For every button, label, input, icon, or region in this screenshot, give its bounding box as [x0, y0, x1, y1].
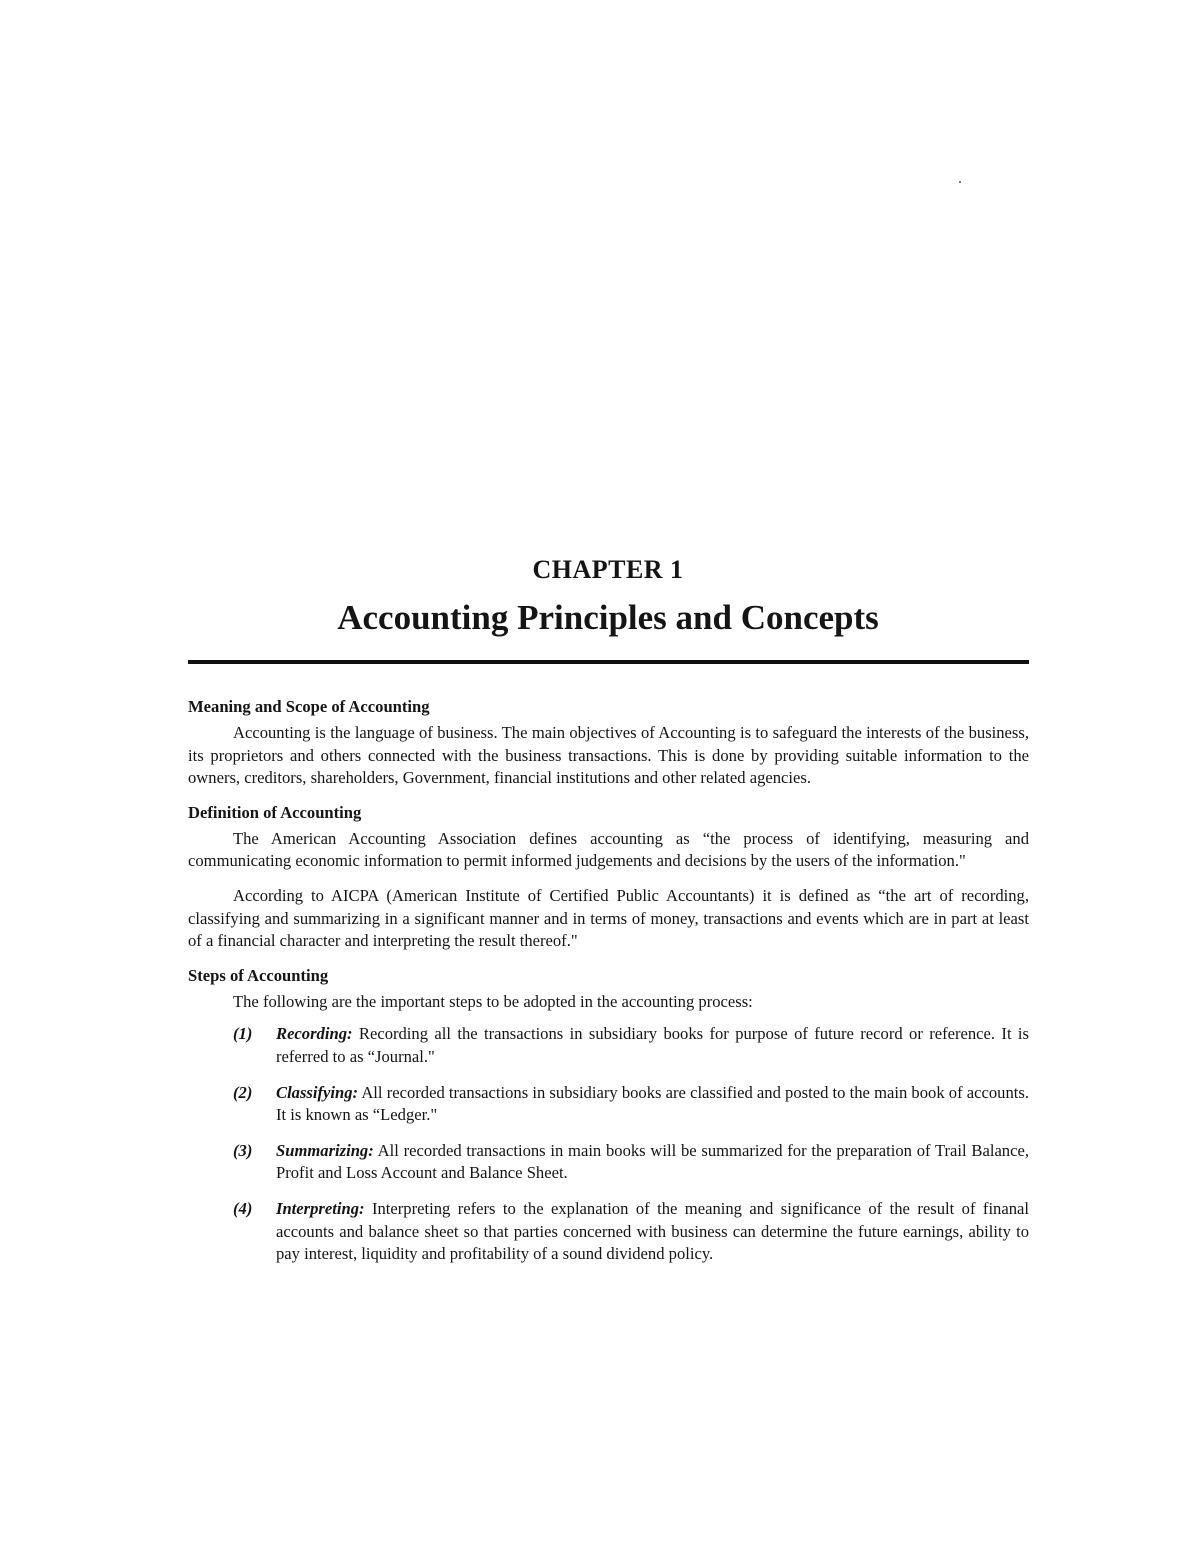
section-definition [188, 802, 1029, 953]
step-number: (4) [233, 1198, 253, 1218]
section-meaning-scope [188, 696, 1029, 790]
chapter-label: CHAPTER 1 [532, 555, 684, 584]
chapter-body [188, 696, 1029, 1279]
step-text: Recording all the transactions in subsidiary books for purpose of future record or reference. It is referred to as “Journal." [276, 1024, 1029, 1066]
paragraph-steps-intro: The following are the important steps to be adopted in the accounting process: [233, 991, 753, 1011]
step-interpreting [188, 1198, 1029, 1266]
paragraph-meaning: Accounting is the language of business. The main objectives of Accounting is to safeguard the interests of the business, its proprietors and others connected with the business transactions. This is done by providing suitable information to the owners, creditors, shareholders, Government, financial institutions and other related agencies. [188, 723, 1029, 788]
section-heading-steps: Steps of Accounting [188, 965, 329, 985]
step-term: Summarizing: [276, 1140, 374, 1160]
step-text: Interpreting refers to the explanation of the meaning and significance of the result of finanal accounts and balance sheet so that parties concerned with business can determine the future earnings, ability to pay interest, liquidity and profitability of a sound dividend policy. [276, 1198, 1029, 1264]
step-text: All recorded transactions in main books will be summarized for the preparation of Trail Balance, Profit and Loss Account and Balance Sheet. [276, 1140, 1029, 1183]
step-recording [188, 1023, 1029, 1068]
scan-speck [959, 181, 961, 183]
paragraph-aaa-definition: The American Accounting Association defines accounting as “the process of identifying, measuring and communicating economic information to permit informed judgements and decisions by the users of the information." [188, 828, 1029, 871]
step-number: (3) [233, 1140, 253, 1160]
step-summarizing [188, 1140, 1029, 1185]
section-heading-definition: Definition of Accounting [188, 802, 362, 822]
chapter-title: Accounting Principles and Concepts [337, 598, 879, 637]
step-term: Classifying: [276, 1082, 359, 1102]
steps-list [188, 1023, 1029, 1265]
step-term: Interpreting: [276, 1198, 365, 1218]
step-classifying [188, 1082, 1029, 1127]
step-number: (1) [233, 1024, 253, 1044]
step-term: Recording: [276, 1024, 353, 1044]
paragraph-aicpa-definition: According to AICPA (American Institute of Certified Public Accountants) it is defined as “the art of recording, classifying and summarizing in a significant manner and in terms of money, transactions and events which are in part at least of a financial character and interpreting the result thereof." [188, 885, 1029, 951]
section-steps [188, 965, 1029, 1266]
section-heading-meaning: Meaning and Scope of Accounting [188, 697, 430, 716]
title-rule [188, 660, 1029, 664]
step-text: All recorded transactions in subsidiary books are classified and posted to the main book of accounts. It is known as “Ledger." [276, 1082, 1029, 1125]
step-number: (2) [233, 1082, 253, 1102]
